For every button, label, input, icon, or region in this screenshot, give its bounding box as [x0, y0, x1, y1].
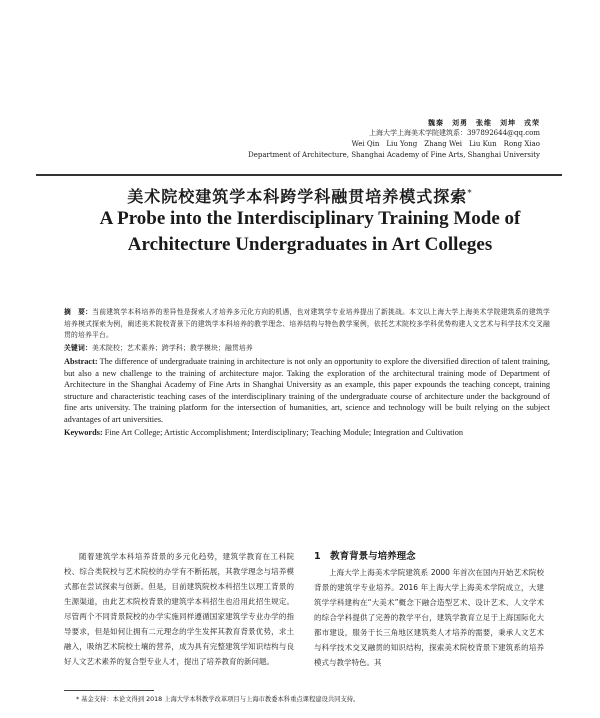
affiliation-cn: 上海大学上海美术学院建筑系：397892644@qq.com [368, 129, 540, 137]
keywords-en-label: Keywords: [64, 428, 103, 437]
title-cn-text: 美术院校建筑学本科跨学科融贯培养模式探索 [127, 187, 468, 206]
footnote: * 基金支持：本论文得到 2018 上海大学本科教学改革项目与上海市教委本科重点课程建设共同支持。 [76, 696, 360, 703]
title-footnote-mark: * [467, 188, 473, 199]
keywords-en-text: Fine Art College; Artistic Accomplishment; Interdisciplinary; Teaching Module; Integration and Cultivation [104, 428, 464, 437]
author-block [180, 117, 540, 161]
title-en-line2: Architecture Undergraduates in Art Colleges [127, 234, 493, 255]
abstract-cn [64, 307, 550, 342]
abstract-cn-label: 摘 要： [64, 308, 93, 316]
keywords-en [64, 427, 550, 439]
abstract-en-text: The difference of undergraduate training in architecture is not only an opportunity to explore the diversified direction of talent training, but also a new challenge to the training of architecture major. Taking the exploration of the architectural training mode of Department of Architecture in the Shanghai Academy of Fine Arts in Shanghai University as an example, this paper expounds the teaching concept, training structure and characteristic teaching cases of the interdisciplinary training of the undergraduate course of architecture under the background of fine arts university. The training platform for the intersection of humanities, art, science and technology will be built relying on the subject advantages of art universities. [64, 357, 550, 424]
footnote-rule [64, 690, 154, 691]
title-en [40, 206, 580, 258]
abstract-block [64, 307, 550, 439]
title-en-line1: A Probe into the Interdisciplinary Training Mode of [99, 208, 521, 229]
abstract-en [64, 356, 550, 425]
keywords-cn-text: 美术院校；艺术素养；跨学科；教学模块；融贯培养 [92, 343, 253, 352]
abstract-en-label: Abstract: [64, 357, 98, 366]
authors-cn: 魏秦 刘勇 张维 刘坤 戎荣 [428, 118, 540, 127]
authors-en: Wei Qin Liu Yong Zhang Wei Liu Kun Rong Xiao [351, 140, 540, 148]
body-left-column [64, 549, 294, 669]
affiliation-en: Department of Architecture, Shanghai Academy of Fine Arts, Shanghai University [248, 151, 540, 159]
keywords-cn [64, 343, 550, 355]
keywords-cn-label: 关键词： [64, 343, 92, 352]
section-heading: 1 教育背景与培养理念 [314, 551, 416, 562]
title-cn [0, 184, 600, 207]
header-rule [36, 174, 562, 176]
body-paragraph: 随着建筑学本科培养背景的多元化趋势，建筑学教育在工科院校、综合类院校与艺术院校的办学有不断拓展，其教学理念与培养模式都在尝试探索与创新。但是，目前建筑院校本科招生以理工背景的生源渠道，由此艺术院校背景的建筑学本科招生也沿用此招生规定。尽管两个不同背景院校的办学实施同样遵循国家建筑学专业办学的指导要求，但是如何让拥有二元理念的学生发挥其教育背景优势，求土融入，吸纳艺术院校土壤的营养，成为具有完整建筑学知识结构与良好人文艺术素养的复合型专业人才，提出了培养教育的新问题。 [64, 552, 294, 666]
body-paragraph: 上海大学上海美术学院建筑系 2000 年首次在国内开始艺术院校背景的建筑学专业培养。2016 年上海大学上海美术学院成立，大建筑学学科建构在“大美术”概念下融合造型艺术、设计艺术、人文学术的综合学科提供了完善的教学平台，建筑学教育立足于上海国际化大都市建设，服务于长三角地区建筑类人才培养的需要，秉承人文艺术与科学技术交叉融贯的知识结构，探索美术院校背景下建筑系的培养模式与教学特色。其 [314, 568, 544, 667]
abstract-cn-text: 当前建筑学本科培养的差异性是探索人才培养多元化方向的机遇，也对建筑学专业培养提出了新挑战。本文以上海大学上海美术学院建筑系的建筑学培养模式探索为例，阐述美术院校背景下的建筑学本科培养的教学理念、培养结构与特色教学案例，依托艺术院校多学科优势构建人文艺术与科学技术交叉融贯的培养平台。 [64, 308, 550, 339]
body-right-column [314, 549, 544, 670]
